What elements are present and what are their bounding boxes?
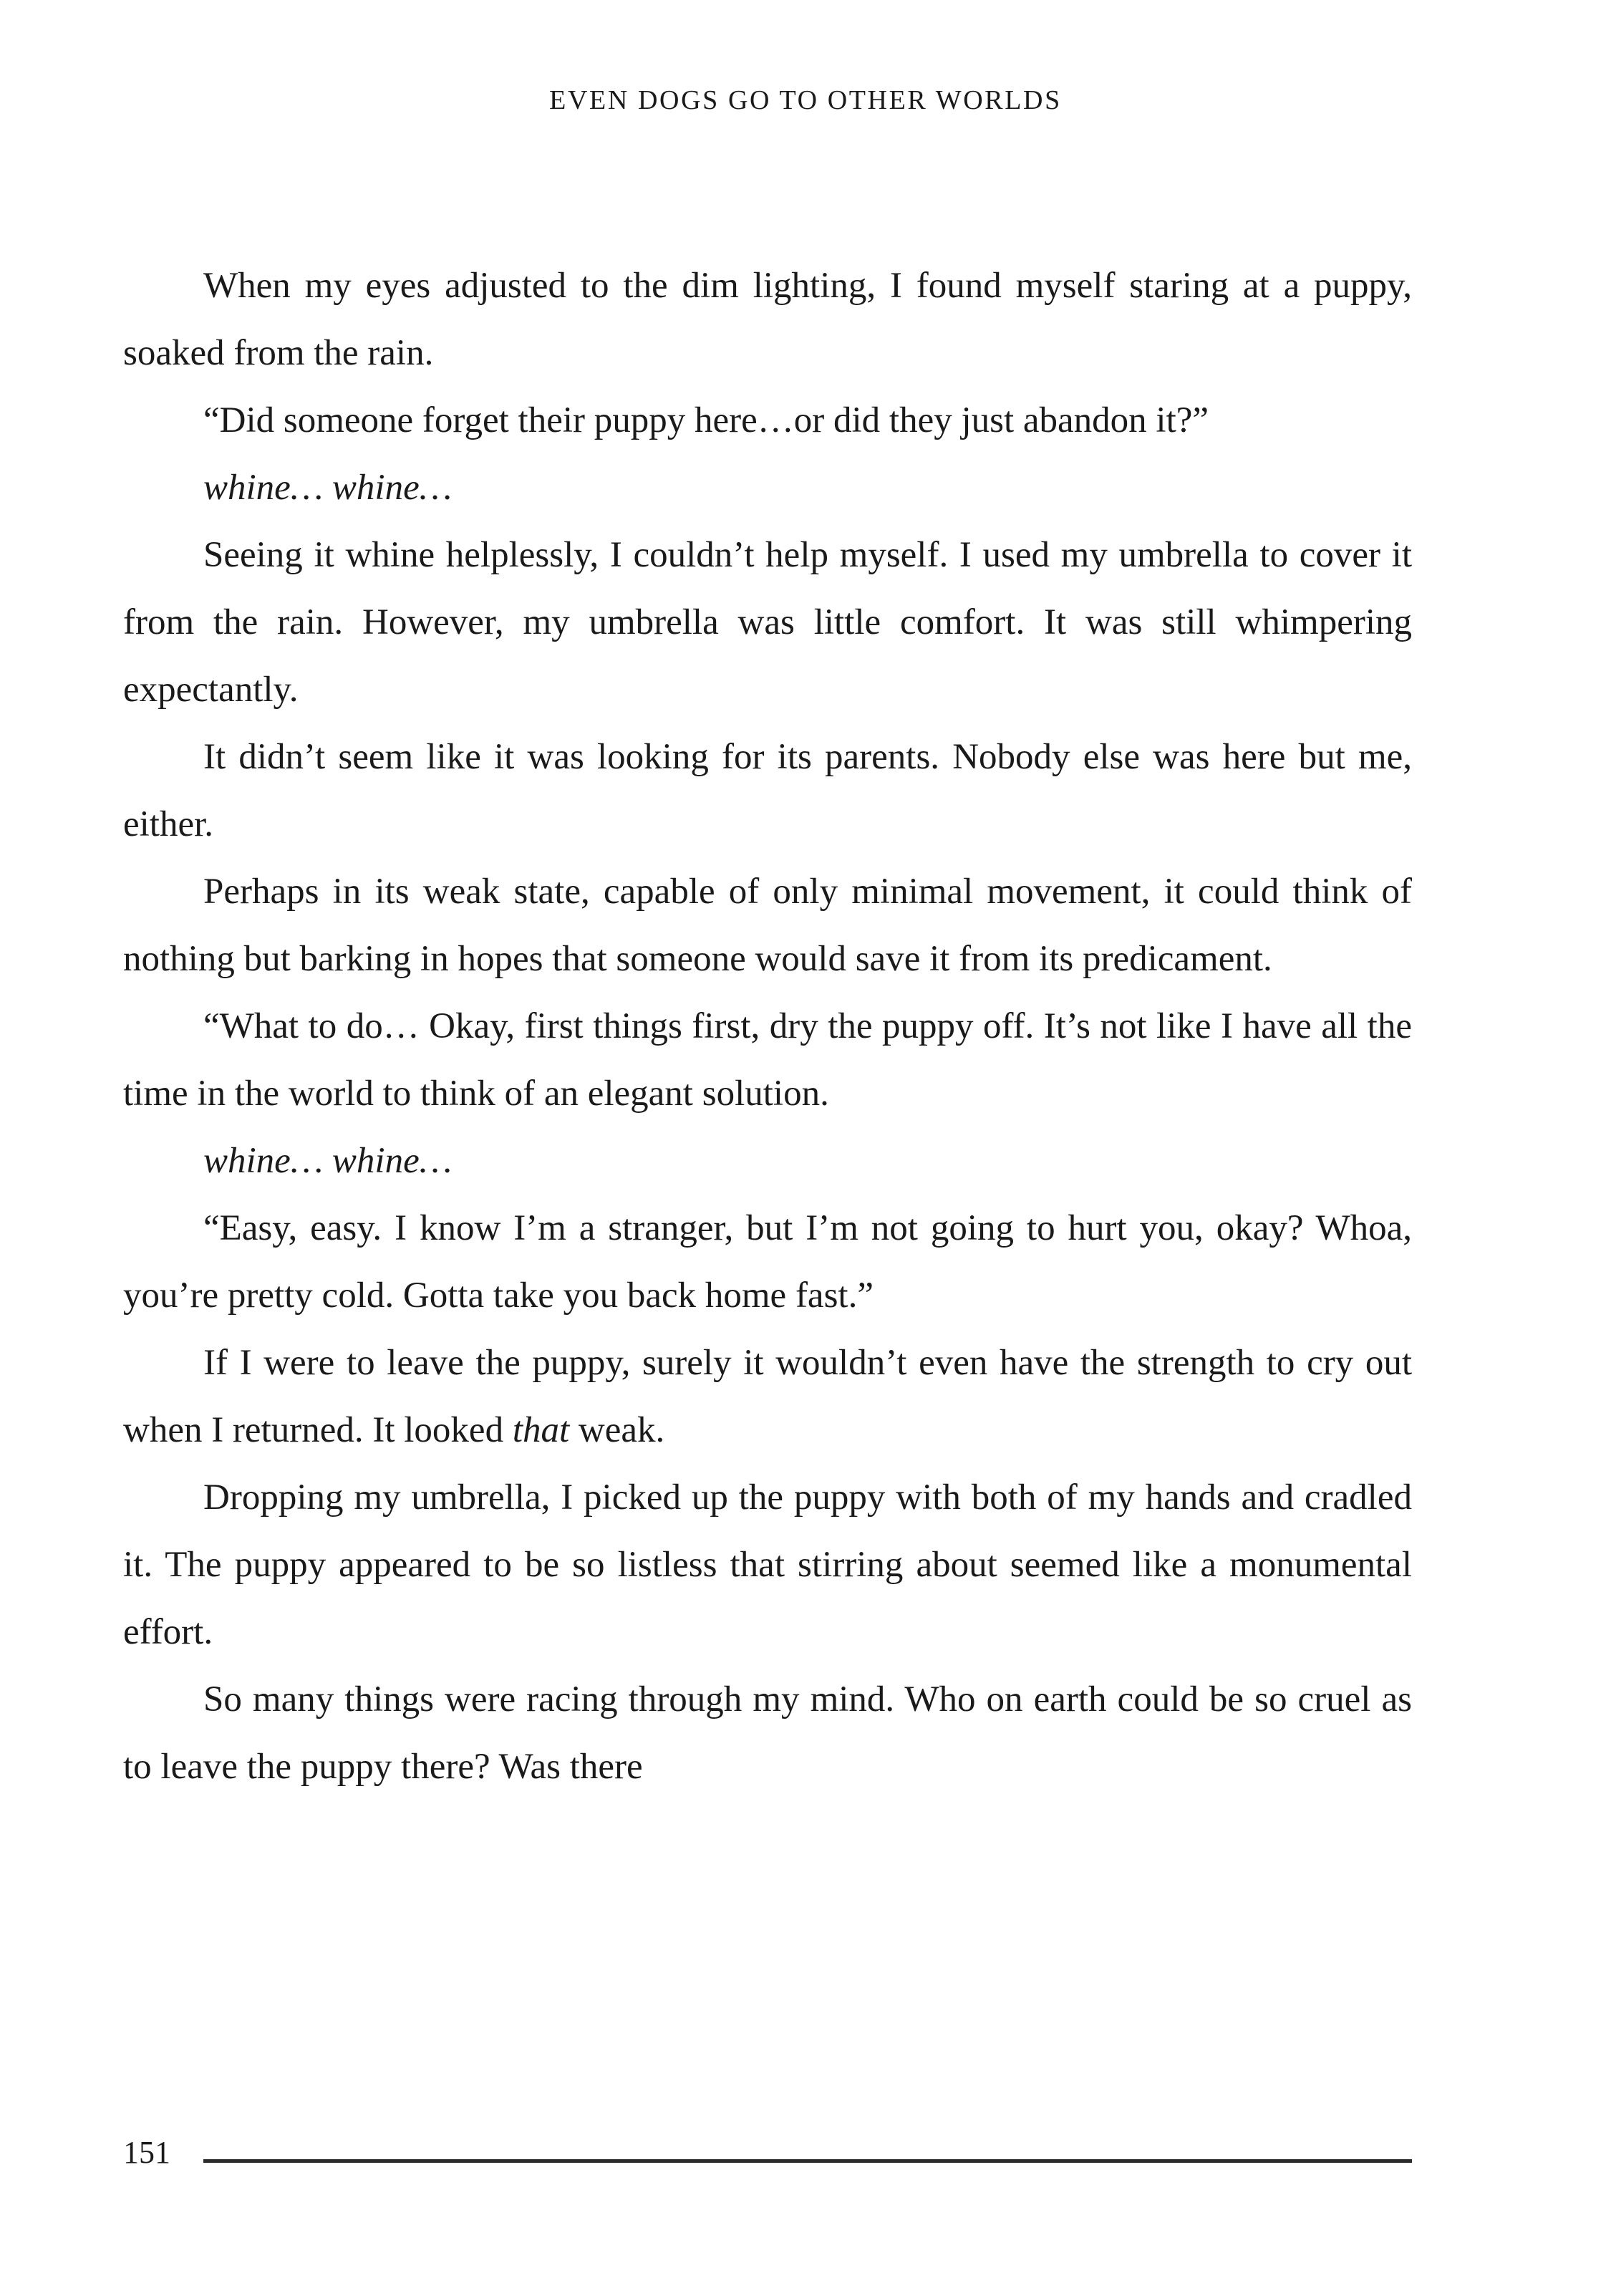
paragraph-10 — [123, 1329, 1412, 1464]
footer-rule — [203, 2159, 1412, 2163]
paragraph-5: It didn’t seem like it was looking for its parents. Nobody else was here but me, either. — [123, 737, 1412, 844]
paragraph-12: So many things were racing through my mind. Who on earth could be so cruel as to leave the puppy there? Was there — [123, 1679, 1412, 1787]
emphasis-that: that — [512, 1410, 570, 1450]
body-text-block — [123, 252, 1412, 1800]
paragraph-10-text-before: If I were to leave the puppy, surely it wouldn’t even have the strength to cry out when I returned. It looked — [123, 1343, 1412, 1450]
page-number: 151 — [123, 2135, 170, 2170]
paragraph-8-whine: whine… whine… — [203, 1141, 453, 1181]
paragraph-9: “Easy, easy. I know I’m a stranger, but I’m not going to hurt you, okay? Whoa, you’re pretty cold. Gotta take you back home fast.” — [123, 1208, 1412, 1316]
paragraph-10-text-after: weak. — [569, 1410, 665, 1450]
page-footer — [123, 2137, 1412, 2169]
paragraph-7: “What to do… Okay, first things first, dry the puppy off. It’s not like I have all the time in the world to think of an elegant solution. — [123, 1006, 1412, 1114]
paragraph-3-whine: whine… whine… — [203, 468, 453, 508]
paragraph-6: Perhaps in its weak state, capable of only minimal movement, it could think of nothing but barking in hopes that someone would save it from its predicament. — [123, 872, 1412, 979]
paragraph-2: “Did someone forget their puppy here…or did they just abandon it?” — [203, 400, 1209, 440]
paragraph-1: When my eyes adjusted to the dim lighting, I found myself staring at a puppy, soaked from the rain. — [123, 266, 1412, 373]
running-head: EVEN DOGS GO TO OTHER WORLDS — [549, 85, 1062, 115]
paragraph-4: Seeing it whine helplessly, I couldn’t help myself. I used my umbrella to cover it from the rain. However, my umbrella was little comfort. It was still whimpering expectantly. — [123, 535, 1412, 710]
paragraph-11: Dropping my umbrella, I picked up the puppy with both of my hands and cradled it. The puppy appeared to be so listless that stirring about seemed like a monumental effort. — [123, 1477, 1412, 1652]
